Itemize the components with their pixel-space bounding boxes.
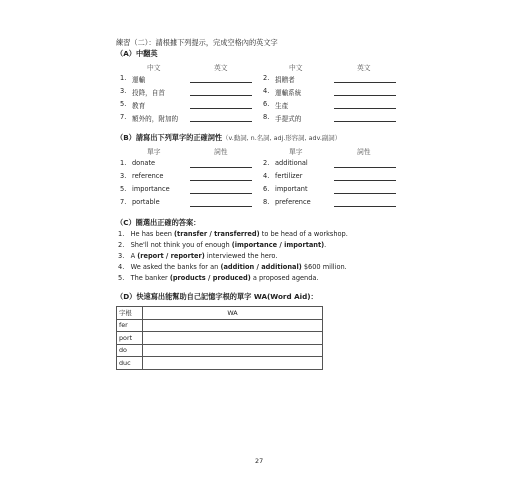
wa-answer-cell[interactable] [143,344,323,357]
c-item-3-pre: A [130,252,138,260]
root-cell: do [117,344,143,357]
b-item-1-num: 1. [120,159,127,167]
wa-answer-cell[interactable] [143,332,323,345]
a-item-3-answer-blank[interactable] [190,95,252,96]
section-c-title: （C）圈選出正確的答案： [116,218,201,227]
a-item-2-answer-blank[interactable] [334,82,396,83]
b-item-6-text: important [275,185,308,193]
b-item-3-answer-blank[interactable] [190,180,252,181]
page-number: 27 [255,457,264,465]
b-item-2-answer-blank[interactable] [334,167,396,168]
wa-answer-cell[interactable] [143,357,323,370]
b-item-4-num: 4. [263,172,270,180]
a-item-7-answer-blank[interactable] [190,121,252,122]
c-item-4-pre: We asked the banks for an [130,263,221,271]
c-item-5-options[interactable]: (products / produced) [169,274,251,282]
section-a-header-english-2: 英文 [357,64,371,72]
b-item-4-answer-blank[interactable] [334,180,396,181]
c-item-3-options[interactable]: (report / reporter) [137,252,205,260]
b-item-5-answer-blank[interactable] [190,193,252,194]
table-header-root: 字根 [117,307,143,320]
table-row [117,332,323,345]
c-item-5-post: a proposed agenda. [250,274,319,282]
c-item-2-options[interactable]: (importance / important) [231,241,325,249]
c-item-2-post: . [324,241,327,249]
section-b-hint: （v.動詞, n.名詞, adj.形容詞, adv.副詞） [222,134,342,142]
c-item-4-options[interactable]: (addition / additional) [220,263,302,271]
a-item-7-text: 額外的，附加的 [132,115,179,123]
section-b-title: （B）請寫出下列單字的正確詞性 [116,133,223,142]
a-item-4-num: 4. [263,87,270,95]
section-b-header-word-2: 單字 [289,148,303,156]
c-item-5 [118,274,319,282]
c-item-1 [118,230,348,238]
b-item-5-text: importance [132,185,170,193]
a-item-3-num: 3. [120,87,127,95]
table-header-row [117,307,323,320]
b-item-8-num: 8. [263,198,270,206]
b-item-2-num: 2. [263,159,270,167]
b-item-6-answer-blank[interactable] [334,193,396,194]
c-item-3 [118,252,277,260]
a-item-5-num: 5. [120,100,127,108]
b-item-1-text: donate [132,159,156,167]
section-d-title: （D）快速寫出能幫助自己記憶字根的單字 WA(Word Aid)： [116,292,318,301]
a-item-2-num: 2. [263,74,270,82]
word-aid-table [116,306,323,370]
section-a-header-chinese-2: 中文 [289,64,303,72]
a-item-6-num: 6. [263,100,270,108]
a-item-8-answer-blank[interactable] [334,121,396,122]
b-item-8-answer-blank[interactable] [334,206,396,207]
section-a-title: （A）中翻英 [116,49,158,58]
b-item-3-num: 3. [120,172,127,180]
b-item-1-answer-blank[interactable] [190,167,252,168]
a-item-5-text: 教育 [132,102,146,110]
section-b-header-word-1: 單字 [147,148,161,156]
a-item-1-text: 運輸 [132,76,146,84]
a-item-1-num: 1. [120,74,127,82]
a-item-6-text: 生產 [275,102,289,110]
a-item-5-answer-blank[interactable] [190,108,252,109]
c-item-2-num: 2. [118,241,125,249]
section-b-header-pos-1: 詞性 [214,148,228,156]
c-item-4-post: $600 million. [301,263,347,271]
root-cell: port [117,332,143,345]
c-item-5-pre: The banker [130,274,170,282]
section-b-header-pos-2: 詞性 [357,148,371,156]
root-cell: duc [117,357,143,370]
c-item-2-pre: She'll not think you of enough [130,241,232,249]
section-a-header-chinese-1: 中文 [147,64,161,72]
b-item-6-num: 6. [263,185,270,193]
root-cell: fer [117,319,143,332]
c-item-1-pre: He has been [130,230,175,238]
c-item-4 [118,263,347,271]
a-item-1-answer-blank[interactable] [190,82,252,83]
page-title: 練習（二）：請根據下列提示，完成空格內的英文字 [116,38,278,47]
b-item-5-num: 5. [120,185,127,193]
c-item-5-num: 5. [118,274,125,282]
b-item-4-text: fertilizer [275,172,303,180]
a-item-6-answer-blank[interactable] [334,108,396,109]
section-b-heading [116,133,341,143]
c-item-3-post: interviewed the hero. [204,252,278,260]
b-item-7-answer-blank[interactable] [190,206,252,207]
b-item-7-text: portable [132,198,160,206]
c-item-1-num: 1. [118,230,125,238]
a-item-4-answer-blank[interactable] [334,95,396,96]
wa-answer-cell[interactable] [143,319,323,332]
table-row [117,319,323,332]
c-item-2 [118,241,326,249]
b-item-7-num: 7. [120,198,127,206]
b-item-2-text: additional [275,159,308,167]
a-item-8-text: 手提式的 [275,115,302,123]
table-row [117,344,323,357]
section-a-header-english-1: 英文 [214,64,228,72]
b-item-3-text: reference [132,172,164,180]
table-header-wa: WA [143,307,323,320]
c-item-1-options[interactable]: (transfer / transferred) [174,230,260,238]
c-item-3-num: 3. [118,252,125,260]
table-row [117,357,323,370]
a-item-7-num: 7. [120,113,127,121]
a-item-2-text: 捐贈者 [275,76,295,84]
c-item-4-num: 4. [118,263,125,271]
c-item-1-post: to be head of a workshop. [259,230,348,238]
b-item-8-text: preference [275,198,311,206]
a-item-4-text: 運輸系統 [275,89,302,97]
a-item-3-text: 投降，自首 [132,89,165,97]
a-item-8-num: 8. [263,113,270,121]
